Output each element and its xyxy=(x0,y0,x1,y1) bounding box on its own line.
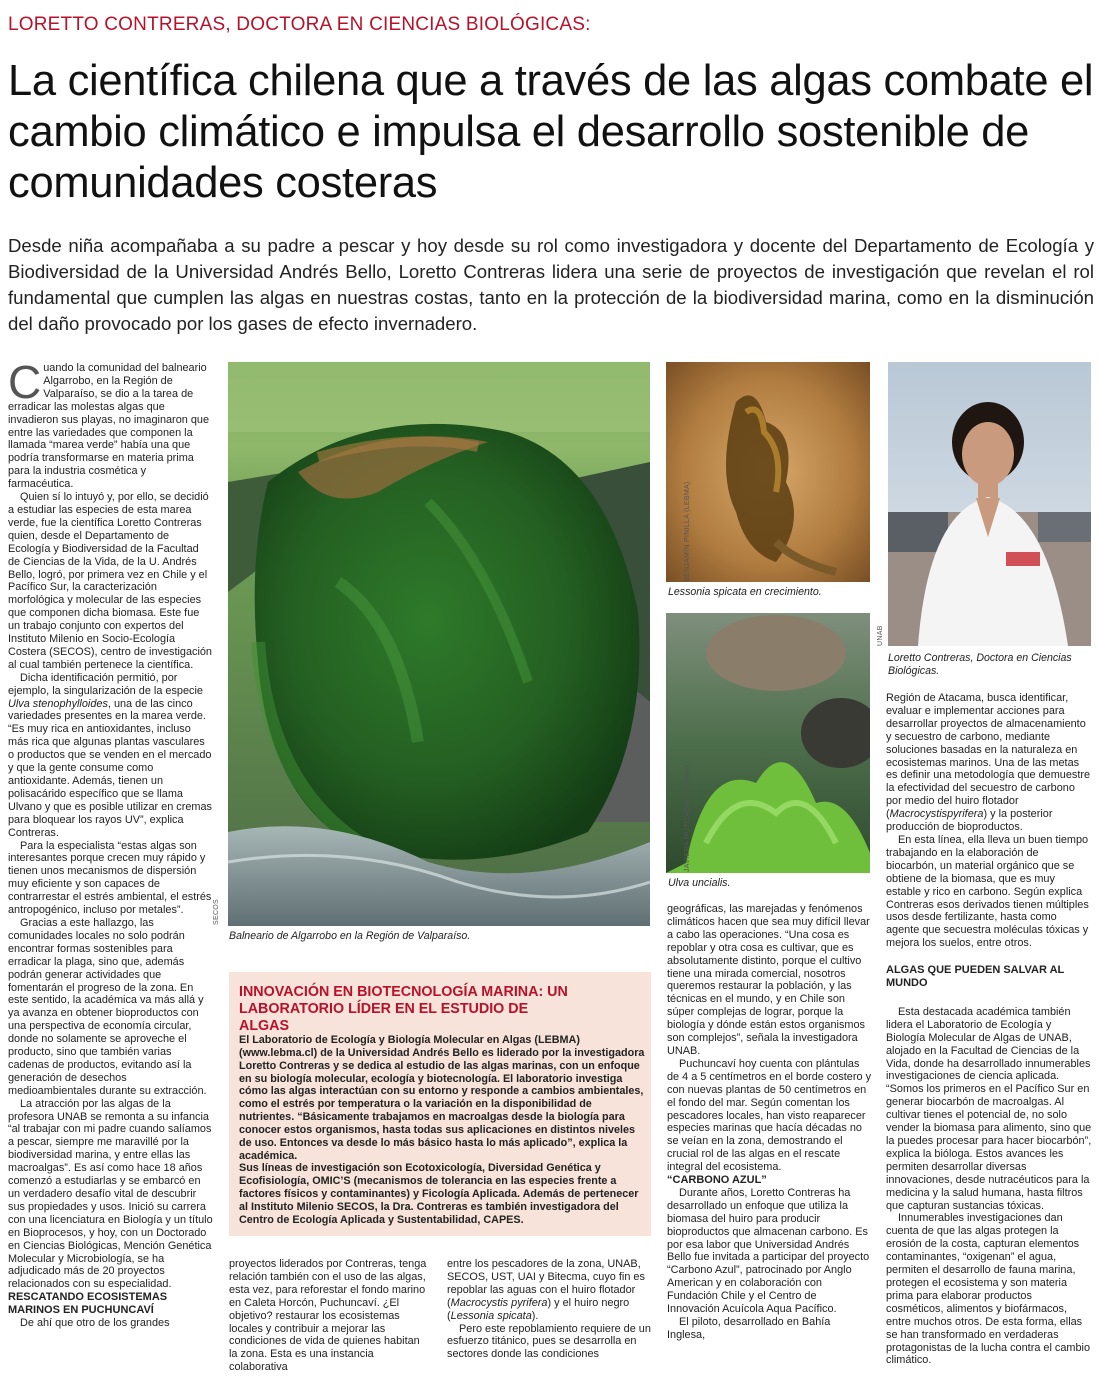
column-3 xyxy=(447,1258,652,1361)
algae-rock-illustration xyxy=(228,362,650,926)
paragraph: Pero este repoblamiento requiere de un esfuerzo titánico, pues se desarrolla en sectores donde las condiciones xyxy=(447,1322,651,1361)
section-subhead: “CARBONO AZUL” xyxy=(667,1174,767,1187)
drop-cap: C xyxy=(8,356,42,408)
photo-credit: BENJAMÍN PINILLA (LEBMA) xyxy=(684,481,691,582)
paragraph: Sus líneas de investigación son Ecotoxicología, Diversidad Genética y Ecofisiología, OMIC’S (mecanismos de tolerancia en las especies frente a factores físicos y contaminantes) y Ficología Aplicada. Además de pertenecer al Instituto Milenio SECOS, la Dra. Contreras es también investigadora del Centro de Ecología Aplicada y Sustentabilidad, CAPES. xyxy=(239,1162,639,1226)
lessonia-photo xyxy=(666,362,870,582)
paragraph: El Laboratorio de Ecología y Biología Molecular en Algas (LEBMA) (www.lebma.cl) de la Universidad Andrés Bello es liderado por la investigadora Loretto Contreras y se dedica al estudio de las algas marinas, con un enfoque en su biología molecular, ecología y biotecnología. El laboratorio investiga cómo las algas interactúan con su entorno y responde a cambios ambientales, como el estrés por temperatura o la variación en la disponibilidad de nutrientes. “Básicamente trabajamos en macroalgas desde la biología para conocer estos organismos, hasta todas sus aplicaciones en distintos niveles de uso. Entonces va desde lo más básico hasta lo más aplicado”, explica la académica. xyxy=(239,1034,645,1162)
paragraph: Región de Atacama, busca identificar, evaluar e implementar acciones para desarrollar proyectos de almacenamiento y secuestro de carbono, mediante soluciones basadas en la naturaleza en ecosistemas marinos. Una de las metas es definir una metodología que demuestre la efectividad del secuestro de carbono por medio del huiro flotador (Macrocystispyrifera) y la posterior producción de bioproductos. xyxy=(886,692,1091,834)
ulva-illustration xyxy=(666,613,870,873)
section-subhead: ALGAS QUE PUEDEN SALVAR AL MUNDO xyxy=(886,964,1065,990)
paragraph: entre los pescadores de la zona, UNAB, SECOS, UST, UAI y Bitecma, cuyo fin es repoblar las aguas con el huiro flotador (Macrocystis pyrifera) y el huiro negro (Lessonia spicata). xyxy=(447,1258,645,1322)
paragraph: El piloto, desarrollado en Bahía Inglesa, xyxy=(667,1316,831,1341)
paragraph: Durante años, Loretto Contreras ha desarrollado un enfoque que utiliza la biomasa del huiro para producir bioproductos que almacenan carbono. Es por esa labor que Universidad Andrés Bello fue invitada a participar del proyecto “Carbono Azul”, patrocinado por Anglo American y en colaboración con Fundación Chile y el Centro de Innovación Acuícola Aqua Pacífico. xyxy=(667,1186,870,1316)
paragraph: Esta destacada académica también lidera el Laboratorio de Ecología y Biología Molecular de Algas de UNAB, alojado en la Facultad de Ciencias de la Vida, donde ha desarrollado innumerables investigaciones de ciencia aplicada. “Somos los primeros en el Pacífico Sur en generar biocarbón de macroalgas. Al cultivar tienes el potencial de, no solo vender la biomasa para alimento, sino que la puedes procesar para hacer biocarbón”, explica la bióloga. Estos avances les permiten desarrollar diversas innovaciones, desde nutracéuticos para la medicina y la salud humana, hasta filtros que capturan sustancias tóxicas. xyxy=(886,1005,1092,1212)
column-1 xyxy=(8,356,213,1330)
ulva-photo xyxy=(666,613,870,873)
paragraph: geográficas, las marejadas y fenómenos climáticos hacen que sea muy difícil llevar a cabo las operaciones. “Una cosa es repoblar y otra cosa es cultivar, que es absolutamente distinto, porque el cultivo tiene una mirada comercial, nosotros queremos restaurar la población, y las técnicas en el mundo, y en Chile son súper complejas de lograr, porque la biología y dónde están estos organismos son complejos”, señala la investigadora UNAB. xyxy=(667,903,870,1057)
photo-credit: UNAB xyxy=(877,625,884,646)
kicker: LORETTO CONTRERAS, DOCTORA EN CIENCIAS BIOLÓGICAS: xyxy=(8,14,591,35)
photo-caption: Lessonia spicata en crecimiento. xyxy=(668,586,822,598)
paragraph: Innumerables investigaciones dan cuenta de que las algas protegen la erosión de la costa, capturan elementos contaminantes, “oxigenan” el agua, permiten el desarrollo de fauna marina, protegen el ecosistema y son materia prima para elaborar productos cosméticos, alimentos y biofármacos, entre muchos otros. De esta forma, ellas se han transformado en verdaderas protagonistas de la lucha contra el cambio climático. xyxy=(886,1212,1091,1367)
column-5 xyxy=(886,692,1092,1367)
box-title: INNOVACIÓN EN BIOTECNOLOGÍA MARINA: UN LABORATORIO LÍDER EN EL ESTUDIO DE ALGAS xyxy=(239,984,568,1034)
paragraph: Dicha identificación permitió, por ejemplo, la singularización de la especie Ulva stenophylloides, una de las cinco variedades presentes en la marea verde. “Es muy rica en antioxidantes, incluso más rica que algunas plantas vasculares o productos que se venden en el mercado y que la gente consume como antioxidante. Además, tienen un polisacárido específico que se llama Ulvano y que es posible utilizar en cremas para bloquear los rayos UV”, explica Contreras. xyxy=(8,671,212,839)
paragraph: En esta línea, ella lleva un buen tiempo trabajando en la elaboración de biocarbón, un material orgánico que se obtiene de la biomasa, que es muy estable y rico en carbono. Según explica Contreras esos derivados tienen múltiples usos desde fertilizante, hasta como agente que secuestra moléculas tóxicas y mejora los suelos, entre otros. xyxy=(886,833,1089,950)
paragraph: proyectos liderados por Contreras, tenga relación también con el uso de las algas, esta vez, para reforestar el fondo marino en Caleta Horcón, Puchuncaví. ¿El objetivo? restaurar los ecosistemas locales y contribuir a mejorar las condiciones de vida de quienes habitan la zona. Esta es una instancia colaborativa xyxy=(229,1258,427,1374)
paragraph: La atracción por las algas de la profesora UNAB se remonta a su infancia “al trabajar con mi padre cuando salíamos a pescar, siempre me maravillé por la biodiversidad marina, y entre ellas las macroalgas”. Es así como hace 18 años comenzó a estudiarlas y se embarcó en un verdadero desafío vital de descubrir sus propiedades y usos. Inició su carrera con una licenciatura en Biología y un título en Bioprocesos, y hoy, con un Doctorado en Ciencias Biológicas, Mención Genética Molecular y Microbiología, se ha adjudicado más de 20 proyectos relacionados con su especialidad. xyxy=(8,1097,213,1291)
portrait-photo xyxy=(888,362,1091,646)
box-body xyxy=(239,1034,645,1227)
lede: Desde niña acompañaba a su padre a pescar y hoy desde su rol como investigadora y docente del Departamento de Ecología y Biodiversidad de la Universidad Andrés Bello, Loretto Contreras lidera una serie de proyectos de investigación que revelan el rol fundamental que cumplen las algas en nuestras costas, tanto en la protección de la biodiversidad marina, como en la disminución del daño provocado por los gases de efecto invernadero. xyxy=(8,235,1094,334)
paragraph: Quien sí lo intuyó y, por ello, se decidió a estudiar las especies de esta marea verde, fue la científica Loretto Contreras quien, desde el Departamento de Ecología y Biodiversidad de la Facultad de Ciencias de la Vida, de la U. Andrés Bello, logró, por primera vez en Chile y el Pacífico Sur, la caracterización morfológica y molecular de las especies que componen dicha biomasa. Este fue un trabajo conjunto con expertos del Instituto Milenio en Socio-Ecología Costera (SECOS), centro de investigación al cual también pertenece la científica. xyxy=(8,491,212,671)
portrait-illustration xyxy=(888,362,1091,646)
headline: La científica chilena que a través de las algas combate el cambio climático e impulsa el desarrollo sostenible de comunidades costeras xyxy=(8,57,1094,207)
paragraph: De ahí que otro de los grandes xyxy=(20,1317,170,1330)
photo-credit: JAVIERA MUTIZABAL (LEBMA) xyxy=(684,764,691,872)
photo-credit: SECOS xyxy=(213,898,220,925)
column-2 xyxy=(229,1258,427,1374)
photo-caption: Loretto Contreras, Doctora en Ciencias Biológicas. xyxy=(888,652,1072,677)
photo-caption: Balneario de Algarrobo en la Región de Valparaíso. xyxy=(229,930,471,942)
photo-caption: Ulva uncialis. xyxy=(668,877,731,889)
paragraph: Gracias a este hallazgo, las comunidades locales no solo podrán encontrar formas sostenibles para erradicar la plaga, sino que, además podrán generar actividades que fomentarán el progreso de la zona. En este sentido, la académica va más allá y ya avanza en obtener bioproductos con una perspectiva de economía circular, donde no solamente se aproveche el producto, sino que también varias cadenas de productos, evitando así la generación de desechos medioambientales durante su extracción. xyxy=(8,916,207,1097)
algae-rock-photo xyxy=(228,362,650,926)
paragraph: Puchuncaví hoy cuenta con plántulas de 4 a 5 centímetros en el borde costero y con nuevas plantas de 50 centímetros en el fondo del mar. Según comentan los pescadores locales, han visto reaparecer especies marinas que hacía décadas no se veían en la zona, demostrando el crucial rol de las algas en el rescate integral del ecosistema. xyxy=(667,1057,872,1174)
paragraph: Para la especialista “estas algas son interesantes porque crecen muy rápido y tienen unos mecanismos de dispersión muy eficiente y son capaces de contrarrestar el estrés ambiental, el estrés antropogénico, incluso por metales”. xyxy=(8,839,212,917)
lebma-sidebar-box xyxy=(229,972,651,1236)
column-4 xyxy=(667,903,871,1342)
paragraph: Cuando la comunidad del balneario Algarrobo, en la Región de Valparaíso, se dio a la tarea de erradicar las molestas algas que invadieron sus playas, no imaginaron que entre las variedades que componen la llamada “marea verde” había una que podría transformarse en materia prima para la industria cosmética y farmacéutica. xyxy=(8,356,209,491)
section-subhead: RESCATANDO ECOSISTEMAS MARINOS EN PUCHUNCAVÍ xyxy=(8,1291,168,1317)
lessonia-illustration xyxy=(666,362,870,582)
